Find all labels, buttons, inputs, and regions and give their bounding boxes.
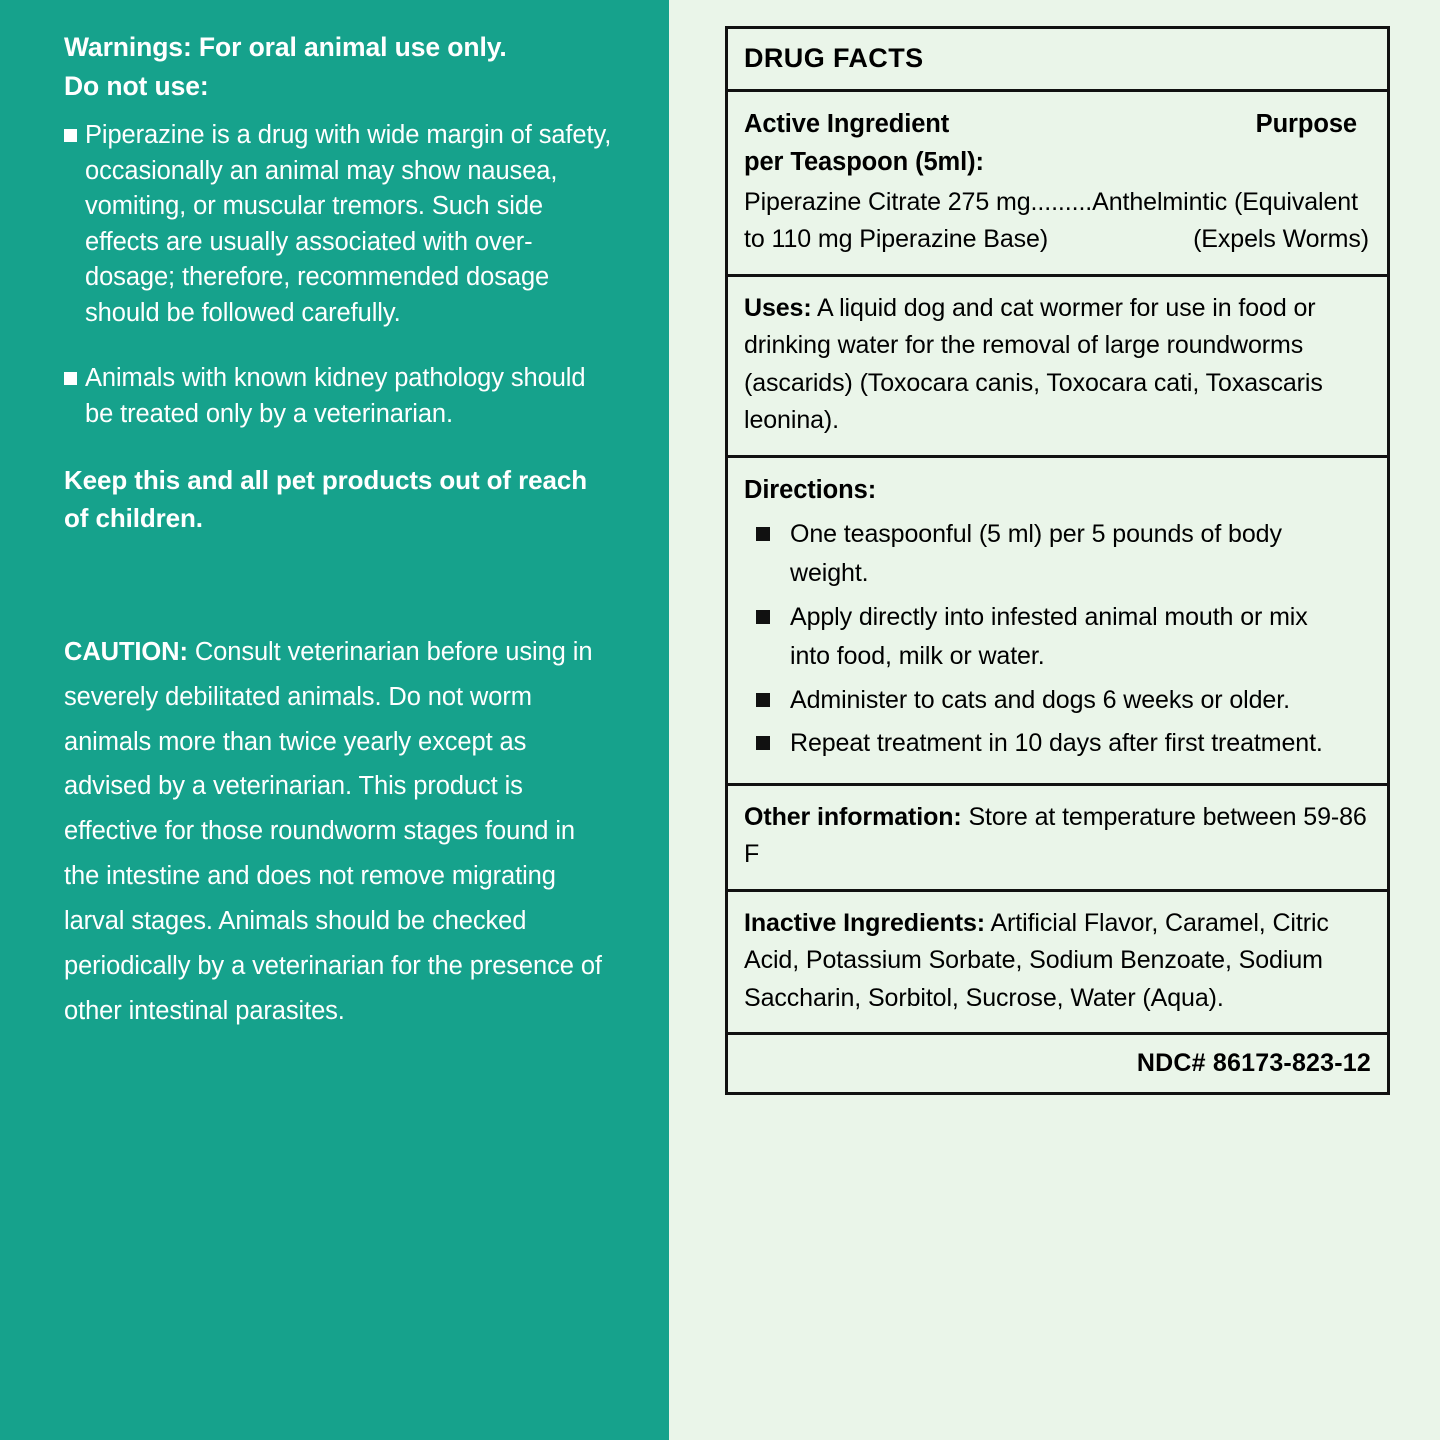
active-ingredient-heading-line-1: Active Ingredient xyxy=(744,110,950,138)
square-bullet-icon xyxy=(756,610,770,624)
directions-list xyxy=(744,515,1371,764)
uses-text: A liquid dog and cat wormer for use in food or drinking water for the removal of large roundworms (ascarids) (Toxocara canis, Toxocara cati, Toxascaris leonina). xyxy=(744,293,1323,434)
inactive-ingredients-text: Artificial Flavor, Caramel, Citric Acid, Potassium Sorbate, Sodium Benzoate, Sodium Saccharin, Sorbitol, Sucrose, Water (Aqua). xyxy=(744,908,1329,1012)
list-item xyxy=(744,515,1371,594)
square-bullet-icon xyxy=(64,129,77,142)
ndc-number: NDC# 86173-823-12 xyxy=(1136,1049,1371,1078)
caution-label: CAUTION: xyxy=(64,637,188,666)
active-ingredient-heading xyxy=(744,105,984,182)
drug-facts-box xyxy=(725,26,1390,1035)
directions-label: Directions: xyxy=(744,475,877,504)
warnings-heading-line-1: Warnings: For oral animal use only. xyxy=(64,32,507,62)
list-item xyxy=(744,724,1371,764)
square-bullet-icon xyxy=(756,527,770,541)
list-item xyxy=(744,681,1371,721)
drug-facts-title: DRUG FACTS xyxy=(728,29,1387,92)
uses-section xyxy=(728,277,1387,458)
active-ingredient-section xyxy=(728,92,1387,277)
ndc-box xyxy=(725,1035,1390,1095)
active-ingredient-header-row xyxy=(744,105,1371,182)
caution-paragraph xyxy=(64,630,613,1034)
square-bullet-icon xyxy=(64,372,77,385)
purpose-note: (Expels Worms) xyxy=(1193,224,1369,253)
active-ingredient-heading-line-2: per Teaspoon (5ml): xyxy=(744,148,984,177)
purpose-heading: Purpose xyxy=(1255,110,1357,138)
other-information-section xyxy=(728,786,1387,892)
direction-text: One teaspoonful (5 ml) per 5 pounds of body weight. xyxy=(790,519,1282,588)
warning-bullet-text: Piperazine is a drug with wide margin of safety, occasionally an animal may show nausea, vomiting, or muscular tremors. Such side effects are usually associated with over-dosage; therefore, recommended dosage should be followed carefully. xyxy=(85,121,612,327)
active-ingredient-text: Piperazine Citrate 275 mg.........Anthelmintic (Equivalent to 110 mg Piperazine Base) xyxy=(744,187,1358,253)
warnings-bullet-list xyxy=(64,118,613,432)
other-information-label: Other information: xyxy=(744,802,962,831)
keep-out-of-reach-notice: Keep this and all pet products out of reach of children. xyxy=(64,464,587,533)
inactive-ingredients-label: Inactive Ingredients: xyxy=(744,908,986,937)
warnings-heading xyxy=(64,28,613,106)
direction-text: Administer to cats and dogs 6 weeks or older. xyxy=(790,685,1290,714)
directions-section xyxy=(728,458,1387,786)
warnings-panel xyxy=(0,0,669,1440)
square-bullet-icon xyxy=(756,693,770,707)
other-information-text: Store at temperature between 59-86 F xyxy=(744,802,1367,869)
drug-facts-panel xyxy=(669,0,1440,1440)
caution-text: Consult veterinarian before using in severely debilitated animals. Do not worm animals more than twice yearly except as advised by a veterinarian. This product is effective for those roundworm stages found in the intestine and does not remove migrating larval stages. Animals should be checked periodically by a veterinarian for the presence of other intestinal parasites. xyxy=(64,637,602,1025)
warnings-heading-line-2: Do not use: xyxy=(64,71,209,102)
uses-label: Uses: xyxy=(744,293,812,322)
list-item xyxy=(64,361,613,432)
direction-text: Apply directly into infested animal mouth or mix into food, milk or water. xyxy=(790,602,1308,671)
square-bullet-icon xyxy=(756,736,770,750)
list-item xyxy=(64,118,613,331)
warning-bullet-text: Animals with known kidney pathology should be treated only by a veterinarian. xyxy=(85,364,586,428)
direction-text: Repeat treatment in 10 days after first treatment. xyxy=(790,729,1323,758)
active-ingredient-body xyxy=(744,184,1371,259)
inactive-ingredients-section xyxy=(728,892,1387,1033)
list-item xyxy=(744,598,1371,677)
